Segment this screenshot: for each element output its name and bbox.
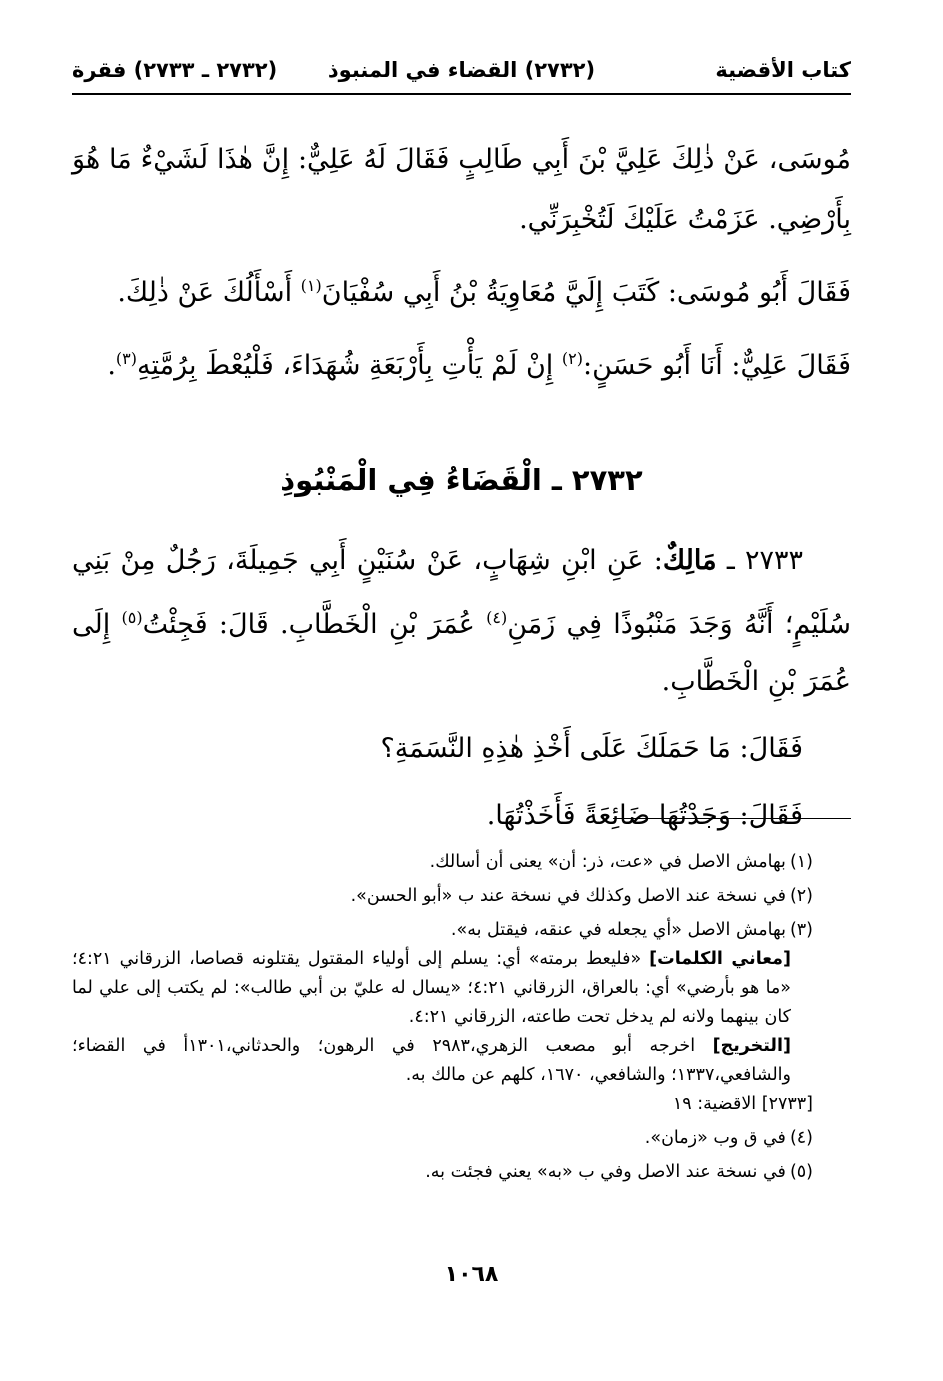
footnote-marker-3[interactable]: (٣) [115,349,138,368]
page-number: ١٠٦٨ [444,1262,499,1287]
header-paragraph-range: (٢٧٣٢ ـ ٢٧٣٣) فقرة [72,58,278,82]
footnote-5-number: (٥) [789,1162,813,1182]
paragraph-ali-reply: مُوسَى، عَنْ ذٰلِكَ عَلِيَّ بْنَ أَبِي طَالِبٍ فَقَالَ لَهُ عَلِيٌّ: إِنَّ هٰذَا لَشَيْءٌ مَا هُوَ بِأَرْضِي. عَزَمْتُ عَلَيْكَ لَتُخْبِرَنِّي. [72,144,851,235]
word-meanings-text: «فليعط برمته» أي: يسلم إلى أولياء المقتول يقتلونه قصاصا، الزرقاني ٤:٢١؛ «ما هو بأرضي» أي: بالعراق، الزرقاني ٤:٢١؛ «يسال له عليّ بن أبي طالب»: لم يكتب إلى علي لما كان بينهما ولانه لم يدخل تحت طاعته، الزرقاني ٤:٢١. [72,949,791,1027]
cross-reference: [٢٧٣٣] الاقضية: ١٩ [672,1094,813,1114]
hadith-narrator-malik: مَالِكٌ [662,545,717,576]
footnote-4 [72,1124,851,1153]
takhrij-text: اخرجه أبو مصعب الزهري،٢٩٨٣ في الرهون؛ والحدثاني،١٣٠١أ في القضاء؛ والشافعي،١٣٣٧؛ والشافعي، ١٦٧٠، كلهم عن مالك به. [72,1036,791,1085]
footnote-4-text: في ق وب «زمان». [644,1128,786,1148]
footnote-5-text: في نسخة عند الاصل وفي ب «به» يعني فجئت به. [425,1162,786,1182]
hadith-chain-text: : عَنِ ابْنِ شِهَابٍ، عَنْ سُنَيْنٍ أَبِي جَمِيلَةَ، رَجُلٌ مِنْ بَنِي سُلَيْمٍ؛ أَنَّهُ وَجَدَ مَنْبُوذًا فِي زَمَنِ [72,545,851,640]
continued-text [72,130,851,396]
word-meanings-note [72,945,851,1032]
hadith-text [72,532,851,844]
footnote-marker-2[interactable]: (٢) [561,349,583,368]
footnote-3-number: (٣) [789,920,813,940]
header-rule [72,93,851,95]
footnote-2-number: (٢) [789,886,813,906]
footnotes [72,848,851,1192]
footnote-5 [72,1158,851,1187]
hadith-question: فَقَالَ: مَا حَمَلَكَ عَلَى أَخْذِ هٰذِهِ النَّسَمَةِ؟ [380,733,803,764]
footnote-3-text: بهامش الاصل «أي يجعله في عنقه، فيقتل به». [450,920,786,940]
footnote-1-number: (١) [789,852,813,872]
footnote-1 [72,848,851,877]
footnote-3 [72,916,851,945]
footnote-marker-4[interactable]: (٤) [486,608,508,627]
footnote-rule [613,818,851,819]
section-heading: ٢٧٣٢ ـ الْقَضَاءُ فِي الْمَنْبُوذِ [280,463,643,497]
hadith-number: ٢٧٣٣ ـ [716,545,803,576]
takhrij-label: [التخريج] [712,1036,791,1056]
header-book-title: كتاب الأقضية [715,58,851,82]
hadith-text-mid: عُمَرَ بْنِ الْخَطَّابِ. قَالَ: فَجِئْتُ [142,609,487,640]
hadith-text-end: إِلَى عُمَرَ بْنِ الْخَطَّابِ. [72,609,851,697]
paragraph-ali-ruling-text-end: . [107,350,116,381]
paragraph-ali-ruling-text: فَقَالَ عَلِيٌّ: أَنَا أَبُو حَسَنٍ: [582,350,851,381]
word-meanings-label: [معاني الكلمات] [649,949,791,969]
paragraph-ali-ruling-text-mid: إِنْ لَمْ يَأْتِ بِأَرْبَعَةِ شُهَدَاءَ، فَلْيُعْطَ بِرُمَّتِهِ [137,350,562,381]
takhrij-note [72,1032,851,1090]
footnote-2-text: في نسخة عند الاصل وكذلك في نسخة عند ب «أبو الحسن». [350,886,786,906]
footnote-1-text: بهامش الاصل في «عت، ذر: أن» يعنى أن أسالك. [429,852,786,872]
footnote-marker-1[interactable]: (١) [300,276,322,295]
hadith-answer: فَقَالَ: وَجَدْتُهَا ضَائِعَةً فَأَخَذْتُهَا. [486,800,803,831]
paragraph-abu-musa-text: فَقَالَ أَبُو مُوسَى: كَتَبَ إِلَيَّ مُعَاوِيَةُ بْنُ أَبِي سُفْيَانَ [321,277,851,308]
paragraph-abu-musa [72,256,851,323]
header-chapter-title: (٢٧٣٢) القضاء في المنبوذ [327,58,596,82]
footnote-2 [72,882,851,911]
footnote-4-number: (٤) [789,1128,813,1148]
paragraph-ali-ruling [72,329,851,396]
footnote-marker-5[interactable]: (٥) [121,608,143,627]
running-header [72,55,851,85]
paragraph-abu-musa-text-end: أَسْأَلُكَ عَنْ ذٰلِكَ. [117,277,301,308]
hadith-paragraph [72,532,851,710]
